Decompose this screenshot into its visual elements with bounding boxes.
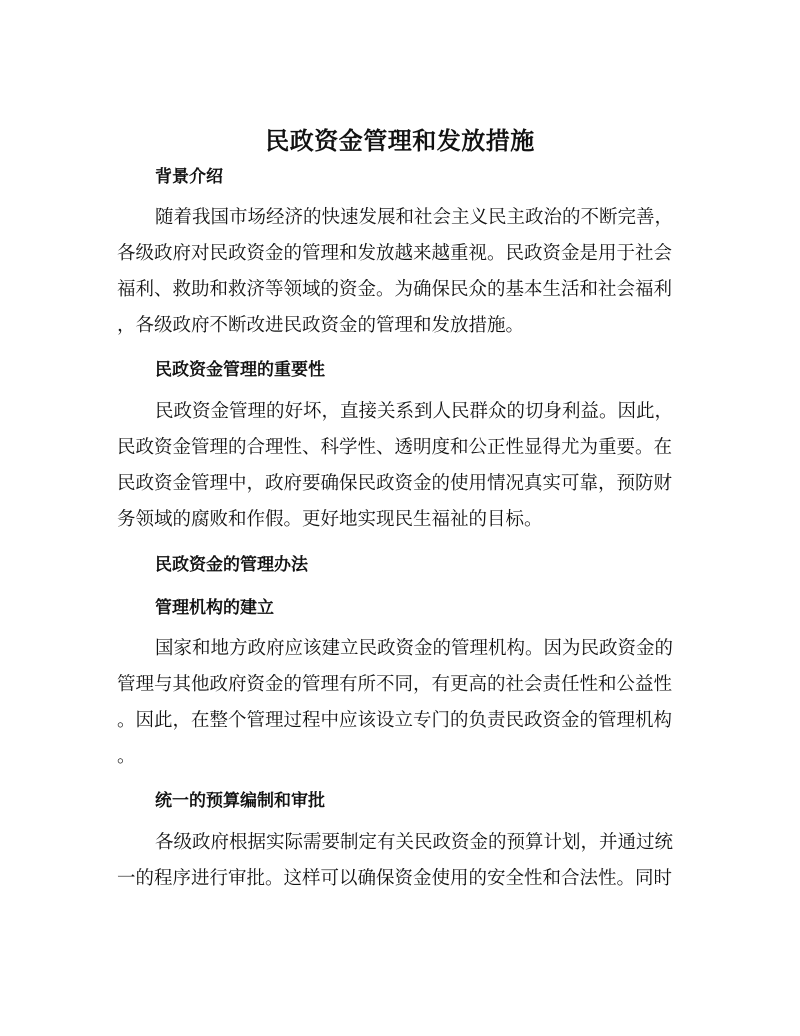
paragraph-line: ，各级政府不断改进民政资金的管理和发放措施。 <box>117 315 525 336</box>
section-heading: 背景介绍 <box>155 167 223 187</box>
paragraph-line: 福利、救助和救济等领域的资金。为确保民众的基本生活和社会福利 <box>117 279 673 300</box>
subsection-heading: 管理机构的建立 <box>155 598 274 618</box>
paragraph-line: 务领域的腐败和作假。更好地实现民生福祉的目标。 <box>117 509 543 530</box>
document-title: 民政资金管理和发放措施 <box>265 126 535 155</box>
paragraph-line: 管理与其他政府资金的管理有所不同，有更高的社会责任性和公益性 <box>117 674 673 695</box>
paragraph-line: 各级政府根据实际需要制定有关民政资金的预算计划，并通过统 <box>155 832 674 853</box>
paragraph-line: 民政资金管理的好坏，直接关系到人民群众的切身利益。因此， <box>155 401 674 422</box>
paragraph-line: 一的程序进行审批。这样可以确保资金使用的安全性和合法性。同时 <box>117 868 673 889</box>
subsection-heading: 统一的预算编制和审批 <box>155 791 325 811</box>
paragraph-line: 国家和地方政府应该建立民政资金的管理机构。因为民政资金的 <box>155 638 674 659</box>
paragraph-line: 随着我国市场经济的快速发展和社会主义民主政治的不断完善， <box>155 207 674 228</box>
paragraph-line: 民政资金管理的合理性、科学性、透明度和公正性显得尤为重要。在 <box>117 437 673 458</box>
paragraph-line: 各级政府对民政资金的管理和发放越来越重视。民政资金是用于社会 <box>117 243 673 264</box>
section-heading: 民政资金管理的重要性 <box>155 360 325 380</box>
paragraph-line: 。因此，在整个管理过程中应该设立专门的负责民政资金的管理机构 <box>117 710 673 731</box>
paragraph-line: 。 <box>117 746 136 767</box>
section-heading: 民政资金的管理办法 <box>155 555 308 575</box>
paragraph-line: 民政资金管理中，政府要确保民政资金的使用情况真实可靠，预防财 <box>117 473 673 494</box>
